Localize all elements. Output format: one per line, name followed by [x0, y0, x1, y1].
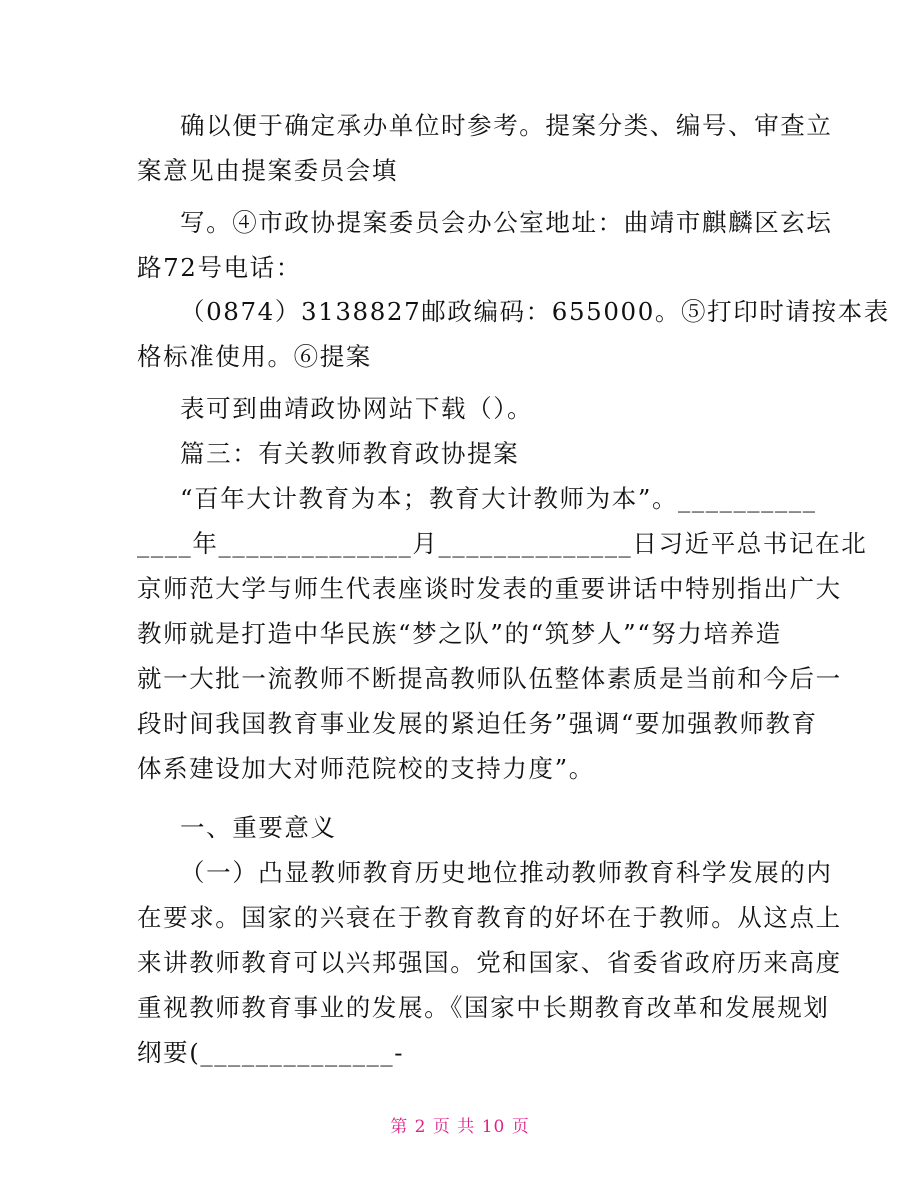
paragraph-line: 重视教师教育事业的发展。《国家中长期教育改革和发展规划	[137, 993, 830, 1022]
paragraph-line: 确以便于确定承办单位时参考。提案分类、编号、审查立	[180, 111, 833, 140]
paragraph-line: 路72号电话：	[137, 253, 302, 282]
paragraph-line: 格标准使用。⑥提案	[137, 342, 372, 371]
paragraph-line: “百年大计教育为本；教育大计教师为本”。__________	[180, 484, 817, 513]
paragraph-line: 案意见由提案委员会填	[137, 156, 398, 185]
paragraph-line: 在要求。国家的兴衰在于教育教育的好坏在于教师。从这点上	[137, 903, 842, 932]
section-heading: 篇三：有关教师教育政协提案	[180, 439, 520, 468]
paragraph-line: 写。④市政协提案委员会办公室地址：曲靖市麒麟区玄坛	[180, 208, 833, 237]
paragraph-line: 就一大批一流教师不断提高教师队伍整体素质是当前和今后一	[137, 664, 842, 693]
paragraph-line: 京师范大学与师生代表座谈时发表的重要讲话中特别指出广大	[137, 574, 842, 603]
section-heading: 一、重要意义	[180, 813, 337, 842]
paragraph-line: 表可到曲靖政协网站下载（）。	[180, 394, 534, 423]
paragraph-line: （一）凸显教师教育历史地位推动教师教育科学发展的内	[180, 858, 833, 887]
page-number-footer: 第 2 页 共 10 页	[390, 1117, 530, 1137]
paragraph-line: （0874）3138827邮政编码：655000。⑤打印时请按本表	[180, 297, 890, 326]
paragraph-line: 段时间我国教育事业发展的紧迫任务”强调“要加强教师教育	[137, 709, 818, 738]
paragraph-line: 来讲教师教育可以兴邦强国。党和国家、省委省政府历来高度	[137, 948, 842, 977]
paragraph-line: 纲要(______________-	[137, 1038, 405, 1067]
paragraph-line: 教师就是打造中华民族“梦之队”的“筑梦人”“努力培养造	[137, 619, 782, 648]
paragraph-line: 体系建设加大对师范院校的支持力度”。	[137, 754, 595, 783]
paragraph-line: ____年______________月______________日习近平总书记在北	[137, 529, 868, 558]
